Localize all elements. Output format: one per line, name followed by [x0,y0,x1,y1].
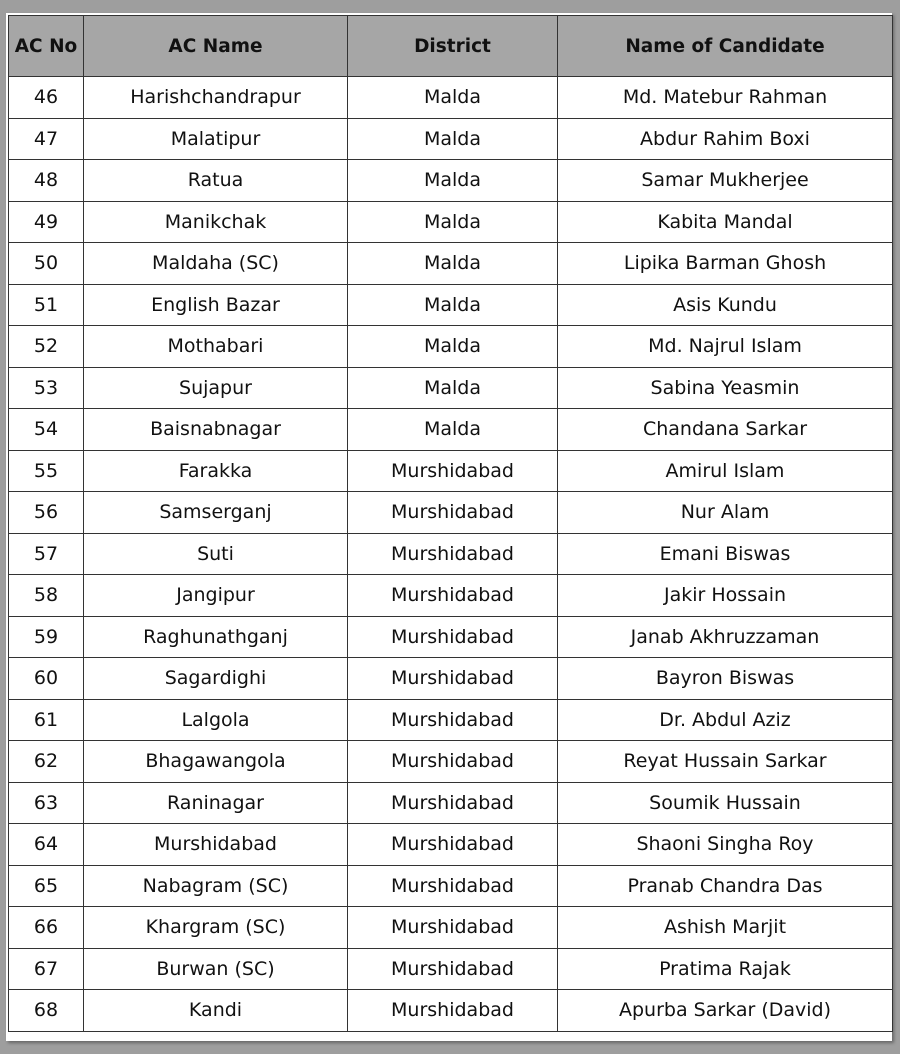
ac-no-cell: 53 [9,367,84,409]
ac-name-cell: Farakka [84,450,348,492]
ac-name-cell: Sujapur [84,367,348,409]
table-row [9,824,893,866]
table-row [9,409,893,451]
candidate-name-cell: Emani Biswas [558,533,893,575]
district-cell: Murshidabad [348,492,558,534]
ac-no-cell: 60 [9,658,84,700]
candidate-name-cell: Jakir Hossain [558,575,893,617]
ac-no-cell: 46 [9,77,84,119]
district-cell: Malda [348,367,558,409]
table-row [9,616,893,658]
ac-name-cell: Nabagram (SC) [84,865,348,907]
candidate-name-cell: Md. Matebur Rahman [558,77,893,119]
ac-no-cell: 62 [9,741,84,783]
ac-no-cell: 52 [9,326,84,368]
table-row [9,782,893,824]
candidate-name-cell: Reyat Hussain Sarkar [558,741,893,783]
table-row [9,699,893,741]
ac-no-cell: 59 [9,616,84,658]
district-cell: Malda [348,118,558,160]
ac-name-cell: Raninagar [84,782,348,824]
candidate-name-cell: Samar Mukherjee [558,160,893,202]
table-row [9,865,893,907]
candidate-name-cell: Amirul Islam [558,450,893,492]
district-cell: Murshidabad [348,450,558,492]
ac-no-cell: 50 [9,243,84,285]
ac-no-cell: 68 [9,990,84,1032]
table-row [9,118,893,160]
ac-name-cell: Baisnabnagar [84,409,348,451]
ac-no-cell: 61 [9,699,84,741]
ac-name-cell: Kandi [84,990,348,1032]
ac-no-cell: 67 [9,948,84,990]
ac-no-cell: 51 [9,284,84,326]
candidate-name-cell: Janab Akhruzzaman [558,616,893,658]
district-cell: Murshidabad [348,575,558,617]
district-cell: Murshidabad [348,948,558,990]
table-row [9,243,893,285]
candidate-name-cell: Pratima Rajak [558,948,893,990]
ac-name-cell: Manikchak [84,201,348,243]
header-ac-no: AC No [9,16,84,77]
ac-name-cell: Raghunathganj [84,616,348,658]
ac-name-cell: Suti [84,533,348,575]
candidate-name-cell: Dr. Abdul Aziz [558,699,893,741]
ac-name-cell: Maldaha (SC) [84,243,348,285]
ac-no-cell: 58 [9,575,84,617]
district-cell: Murshidabad [348,782,558,824]
table-row [9,948,893,990]
district-cell: Malda [348,160,558,202]
ac-name-cell: English Bazar [84,284,348,326]
header-candidate-name: Name of Candidate [558,16,893,77]
ac-no-cell: 49 [9,201,84,243]
table-row [9,160,893,202]
ac-no-cell: 65 [9,865,84,907]
table-row [9,990,893,1032]
ac-name-cell: Khargram (SC) [84,907,348,949]
district-cell: Malda [348,409,558,451]
ac-no-cell: 66 [9,907,84,949]
candidate-name-cell: Md. Najrul Islam [558,326,893,368]
ac-name-cell: Murshidabad [84,824,348,866]
ac-no-cell: 55 [9,450,84,492]
district-cell: Malda [348,326,558,368]
table-row [9,741,893,783]
ac-no-cell: 54 [9,409,84,451]
candidate-name-cell: Apurba Sarkar (David) [558,990,893,1032]
candidate-name-cell: Chandana Sarkar [558,409,893,451]
district-cell: Murshidabad [348,907,558,949]
table-row [9,326,893,368]
candidate-name-cell: Ashish Marjit [558,907,893,949]
district-cell: Murshidabad [348,533,558,575]
table-row [9,658,893,700]
candidate-name-cell: Lipika Barman Ghosh [558,243,893,285]
district-cell: Murshidabad [348,865,558,907]
table-row [9,367,893,409]
ac-name-cell: Malatipur [84,118,348,160]
ac-name-cell: Lalgola [84,699,348,741]
ac-name-cell: Ratua [84,160,348,202]
ac-name-cell: Harishchandrapur [84,77,348,119]
district-cell: Murshidabad [348,616,558,658]
header-district: District [348,16,558,77]
district-cell: Malda [348,201,558,243]
candidate-name-cell: Asis Kundu [558,284,893,326]
district-cell: Malda [348,77,558,119]
district-cell: Murshidabad [348,699,558,741]
table-row [9,284,893,326]
header-ac-name: AC Name [84,16,348,77]
ac-name-cell: Jangipur [84,575,348,617]
candidate-name-cell: Sabina Yeasmin [558,367,893,409]
candidate-name-cell: Nur Alam [558,492,893,534]
candidate-name-cell: Abdur Rahim Boxi [558,118,893,160]
table-row [9,575,893,617]
ac-no-cell: 57 [9,533,84,575]
ac-no-cell: 48 [9,160,84,202]
district-cell: Malda [348,284,558,326]
candidate-name-cell: Soumik Hussain [558,782,893,824]
ac-no-cell: 64 [9,824,84,866]
district-cell: Murshidabad [348,990,558,1032]
district-cell: Murshidabad [348,658,558,700]
district-cell: Murshidabad [348,741,558,783]
header-row [9,16,893,77]
ac-no-cell: 56 [9,492,84,534]
document-frame [6,13,892,1041]
table-row [9,907,893,949]
district-cell: Malda [348,243,558,285]
candidate-name-cell: Pranab Chandra Das [558,865,893,907]
ac-name-cell: Mothabari [84,326,348,368]
candidate-name-cell: Kabita Mandal [558,201,893,243]
candidate-name-cell: Shaoni Singha Roy [558,824,893,866]
candidates-table [8,15,893,1032]
ac-name-cell: Samserganj [84,492,348,534]
ac-no-cell: 47 [9,118,84,160]
table-row [9,77,893,119]
table-row [9,450,893,492]
ac-name-cell: Burwan (SC) [84,948,348,990]
ac-name-cell: Bhagawangola [84,741,348,783]
table-row [9,533,893,575]
candidate-name-cell: Bayron Biswas [558,658,893,700]
table-row [9,201,893,243]
ac-no-cell: 63 [9,782,84,824]
ac-name-cell: Sagardighi [84,658,348,700]
district-cell: Murshidabad [348,824,558,866]
table-row [9,492,893,534]
